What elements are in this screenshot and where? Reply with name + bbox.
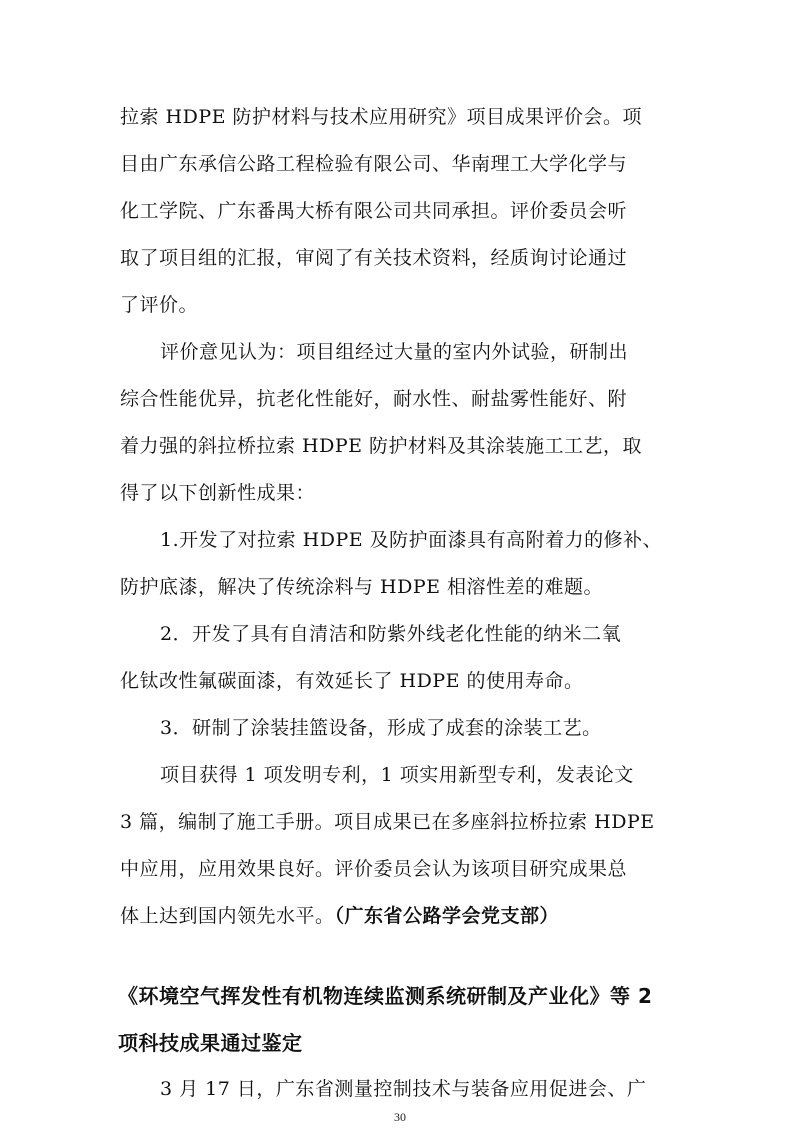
paragraph-1-line-2: 目由广东承信公路工程检验有限公司、华南理工大学化学与 <box>120 153 628 175</box>
paragraph-3-line-4 <box>120 901 690 928</box>
paragraph-3-line-1: 项目获得 1 项发明专利，1 项实用新型专利，发表论文 <box>160 764 634 786</box>
item-2-line-1: 2．开发了具有自清洁和防紫外线老化性能的纳米二氧 <box>160 623 622 645</box>
section-heading-line-1: 《环境空气挥发性有机物连续监测系统研制及产业化》等 2 <box>118 984 653 1008</box>
source-attribution: （广东省公路学会党支部） <box>334 905 560 927</box>
item-2-line-2: 化钛改性氟碳面漆，有效延长了 HDPE 的使用寿命。 <box>120 670 584 692</box>
paragraph-4-line-1: 3 月 17 日，广东省测量控制技术与装备应用促进会、广 <box>160 1078 647 1100</box>
paragraph-3-line-3: 中应用，应用效果良好。评价委员会认为该项目研究成果总 <box>120 858 628 880</box>
paragraph-1-line-1: 拉索 HDPE 防护材料与技术应用研究》项目成果评价会。项 <box>120 106 643 128</box>
paragraph-3-line-4-text: 体上达到国内领先水平。 <box>120 905 335 927</box>
paragraph-3-line-2: 3 篇，编制了施工手册。项目成果已在多座斜拉桥拉索 HDPE <box>120 811 655 833</box>
paragraph-2-line-4: 得了以下创新性成果： <box>120 482 316 504</box>
item-3-line-1: 3．研制了涂装挂篮设备，形成了成套的涂装工艺。 <box>160 717 602 739</box>
section-heading-line-2: 项科技成果通过鉴定 <box>118 1031 303 1055</box>
paragraph-1-line-3: 化工学院、广东番禺大桥有限公司共同承担。评价委员会听 <box>120 200 628 222</box>
item-1-line-2: 防护底漆，解决了传统涂料与 HDPE 相溶性差的难题。 <box>120 576 604 598</box>
paragraph-2-line-2: 综合性能优异，抗老化性能好，耐水性、耐盐雾性能好、附 <box>120 388 628 410</box>
paragraph-1-line-4: 取了项目组的汇报，审阅了有关技术资料，经质询讨论通过 <box>120 247 628 269</box>
paragraph-1-line-5: 了评价。 <box>120 294 199 316</box>
paragraph-2-line-1: 评价意见认为：项目组经过大量的室内外试验，研制出 <box>160 341 629 363</box>
paragraph-2-line-3: 着力强的斜拉桥拉索 HDPE 防护材料及其涂装施工工艺，取 <box>120 435 643 457</box>
page-number: 30 <box>394 1110 406 1124</box>
item-1-line-1: 1.开发了对拉索 HDPE 及防护面漆具有高附着力的修补、 <box>160 529 663 551</box>
